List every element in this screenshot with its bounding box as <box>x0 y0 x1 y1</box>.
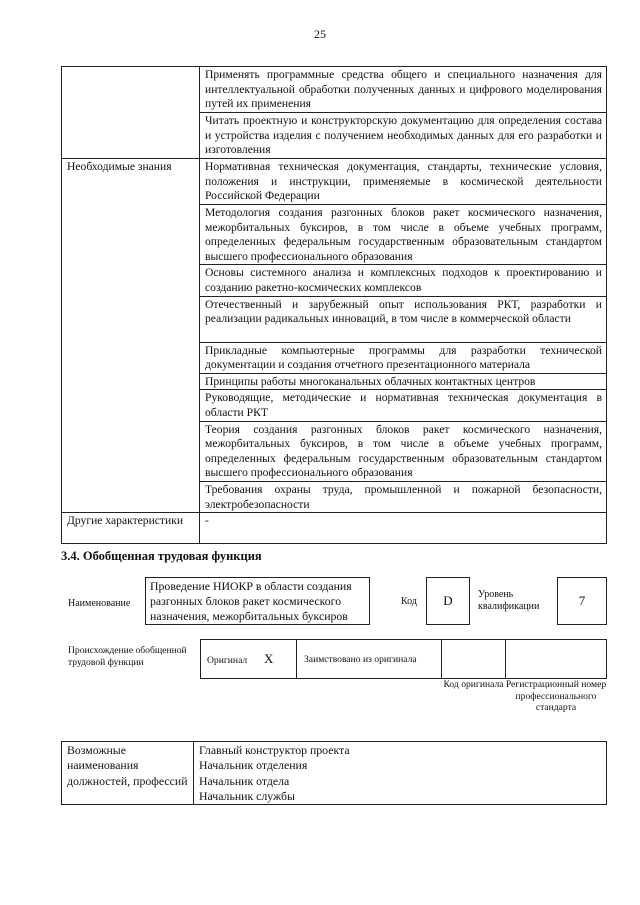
position-item: Начальник отдела <box>199 773 290 788</box>
positions-table <box>61 741 607 805</box>
code-label: Код <box>401 596 417 607</box>
function-name-box <box>145 577 370 625</box>
table-cell: Руководящие, методические и нормативная техническая документация в области РКТ <box>200 390 607 421</box>
origin-code-box <box>441 639 506 679</box>
reg-number-caption: Регистрационный номер профессионального стандарта <box>505 679 607 713</box>
level-label: Уровень квалификации <box>478 589 540 612</box>
name-label: Наименование <box>68 598 131 609</box>
table-cell: Принципы работы многоканальных облачных контактных центров <box>200 373 607 390</box>
table-cell: Теория создания разгонных блоков ракет космического назначения, межорбитальных буксиров, в том числе в объеме учебных программ, определенных федеральным государственным образовательным стандартом высшего профессионального образования <box>200 421 607 481</box>
table-cell: Читать проектную и конструкторскую документацию для определения состава и устройства изделия с получением необходимых данных для его разработки и изготовления <box>200 113 607 159</box>
origin-borrowed-box <box>296 639 442 679</box>
table-cell: Методология создания разгонных блоков ракет космического назначения, межорбитальных буксиров, в том числе в объеме учебных программ, определенных федеральным государственным образовательным стандартом высшего профессионального образования <box>200 205 607 265</box>
level-box <box>557 577 607 625</box>
original-mark: X <box>264 651 274 666</box>
origin-original-box <box>200 639 297 679</box>
origin-reg-box <box>505 639 607 679</box>
row-label <box>62 67 200 159</box>
table-cell: Применять программные средства общего и специального назначения для интеллектуальной обработки полученных данных и цифрового моделирования путей их применения <box>200 67 607 113</box>
code-value: D <box>443 593 453 608</box>
table-row <box>62 742 607 805</box>
positions-label: Возможные наименования должностей, профессий <box>62 742 194 805</box>
table-cell: Нормативная техническая документация, стандарты, технические условия, положения и инструкции, применяемые в космической деятельности Российской Федерации <box>200 159 607 205</box>
section-title: 3.4. Обобщенная трудовая функция <box>61 549 262 563</box>
table-cell: Прикладные компьютерные программы для разработки технической документации и создания отчетного презентационного материала <box>200 342 607 373</box>
table-row <box>62 67 607 113</box>
position-item: Начальник отделения <box>199 758 308 773</box>
original-label: Оригинал <box>207 655 248 666</box>
function-name-value: Проведение НИОКР в области создания разгонных блоков ракет космического назначения, межорбитальных буксиров <box>150 579 352 623</box>
row-label-required-knowledge: Необходимые знания <box>62 159 200 513</box>
code-box <box>426 577 470 625</box>
table-cell: - <box>200 513 607 544</box>
origin-label: Происхождение обобщенной трудовой функции <box>68 645 187 668</box>
borrowed-label: Заимствовано из оригинала <box>304 654 417 665</box>
position-item: Главный конструктор проекта <box>199 743 350 757</box>
table-row <box>62 513 607 544</box>
positions-list <box>194 742 607 805</box>
table-row <box>62 159 607 205</box>
table-cell: Отечественный и зарубежный опыт использования РКТ, разработки и реализации радикальных инноваций, в том числе в коммерческой области <box>200 296 607 342</box>
row-label-other: Другие характеристики <box>62 513 200 544</box>
level-value: 7 <box>578 593 586 608</box>
table-cell: Основы системного анализа и комплексных подходов к проектированию и созданию ракетно-космических комплексов <box>200 265 607 296</box>
code-original-caption: Код оригинала <box>443 679 504 690</box>
page-number: 25 <box>314 27 326 41</box>
table-cell: Требования охраны труда, промышленной и пожарной безопасности, электробезопасности <box>200 481 607 512</box>
labor-function-table <box>61 66 607 544</box>
position-item: Начальник службы <box>199 788 295 803</box>
